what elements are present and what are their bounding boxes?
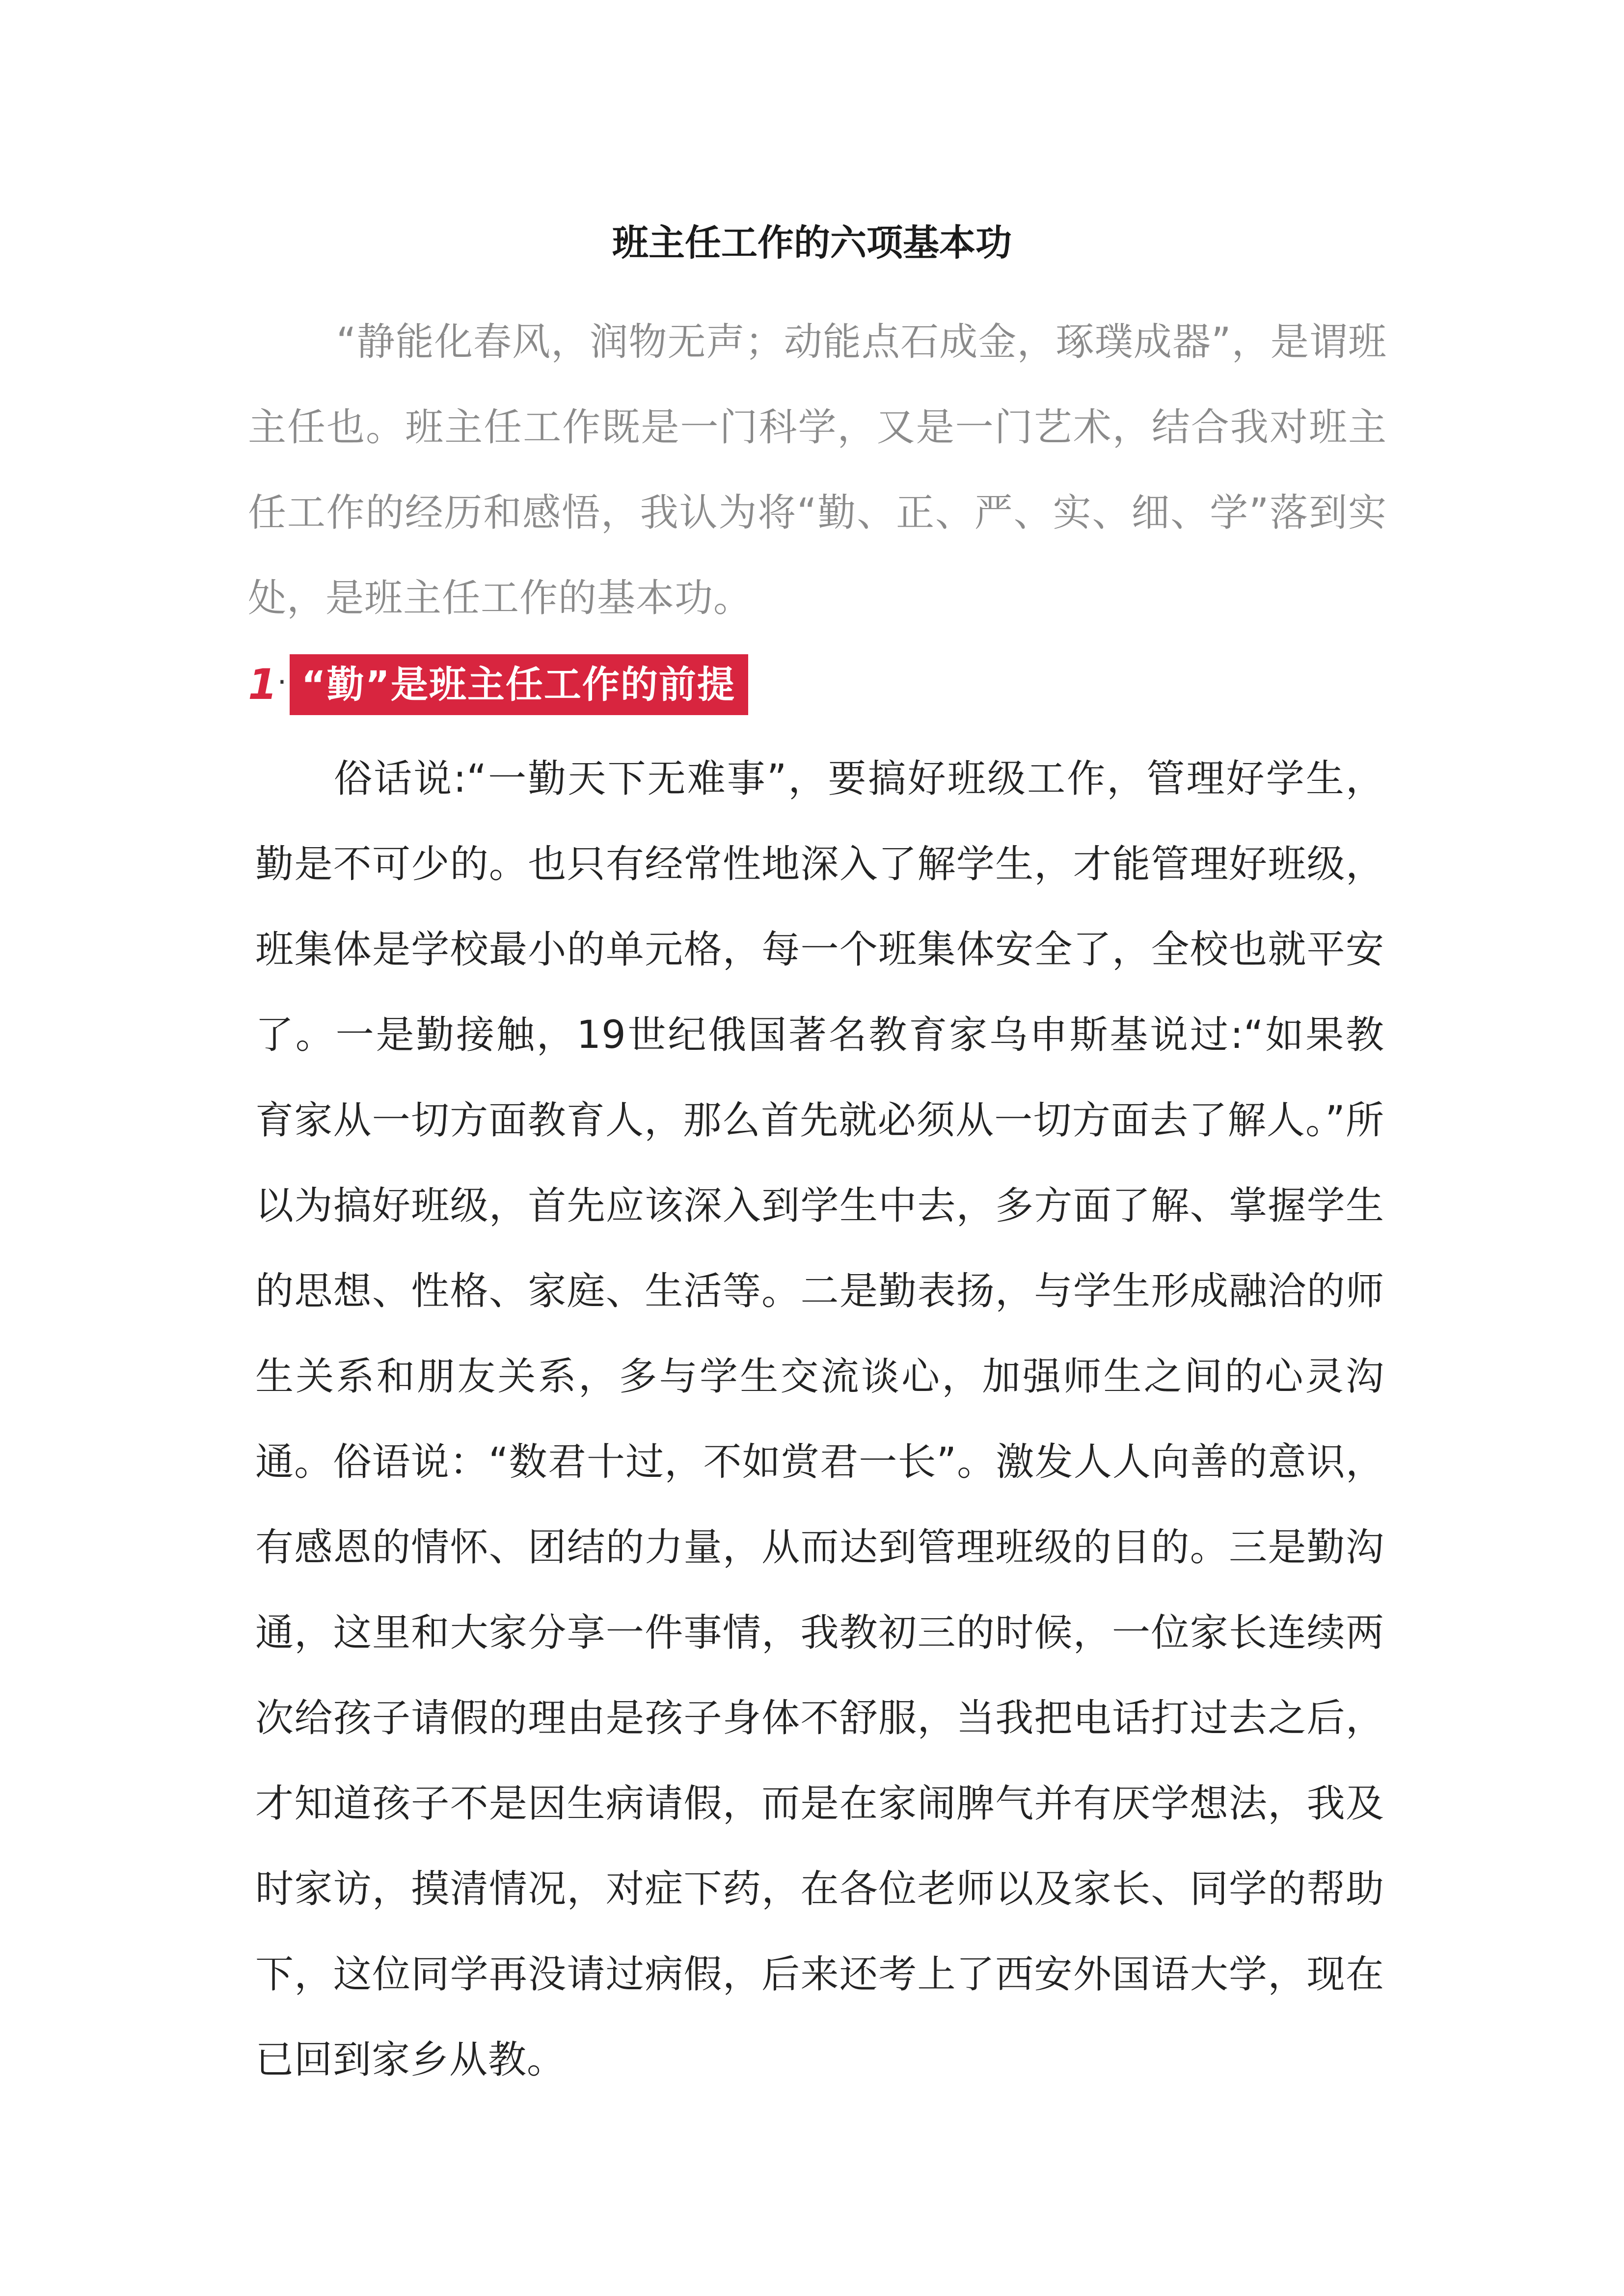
section-number-dot: . bbox=[277, 657, 287, 691]
section-heading-1 bbox=[248, 653, 748, 717]
section-title-banner: “勤”是班主任工作的前提 bbox=[290, 654, 748, 715]
intro-paragraph: “静能化春风，润物无声；动能点石成金，琢璞成器”，是谓班主任也。班主任工作既是一门科学，又是一门艺术，结合我对班主任工作的经历和感悟，我认为将“勤、正、严、实、细、学”落到实处，是班主任工作的基本功。 bbox=[248, 320, 1387, 620]
section-body-paragraph: 俗话说:“一勤天下无难事”，要搞好班级工作，管理好学生，勤是不可少的。也只有经常性地深入了解学生，才能管理好班级，班集体是学校最小的单元格，每一个班集体安全了，全校也就平安了。一是勤接触，19世纪俄国著名教育家乌申斯基说过:“如果教育家从一切方面教育人，那么首先就必须从一切方面去了解人。”所以为搞好班级，首先应该深入到学生中去，多方面了解、掌握学生的思想、性格、家庭、生活等。二是勤表扬，与学生形成融洽的师生关系和朋友关系，多与学生交流谈心，加强师生之间的心灵沟通。俗语说：“数君十过，不如赏君一长”。激发人人向善的意识，有感恩的情怀、团结的力量，从而达到管理班级的目的。三是勤沟通，这里和大家分享一件事情，我教初三的时候，一位家长连续两次给孩子请假的理由是孩子身体不舒服，当我把电话打过去之后，才知道孩子不是因生病请假，而是在家闹脾气并有厌学想法，我及时家访，摸清情况，对症下药，在各位老师以及家长、同学的帮助下，这位同学再没请过病假，后来还考上了西安外国语大学，现在已回到家乡从教。 bbox=[255, 757, 1384, 2082]
section-number: 1 bbox=[248, 660, 277, 709]
document-title: 班主任工作的六项基本功 bbox=[612, 222, 1012, 264]
